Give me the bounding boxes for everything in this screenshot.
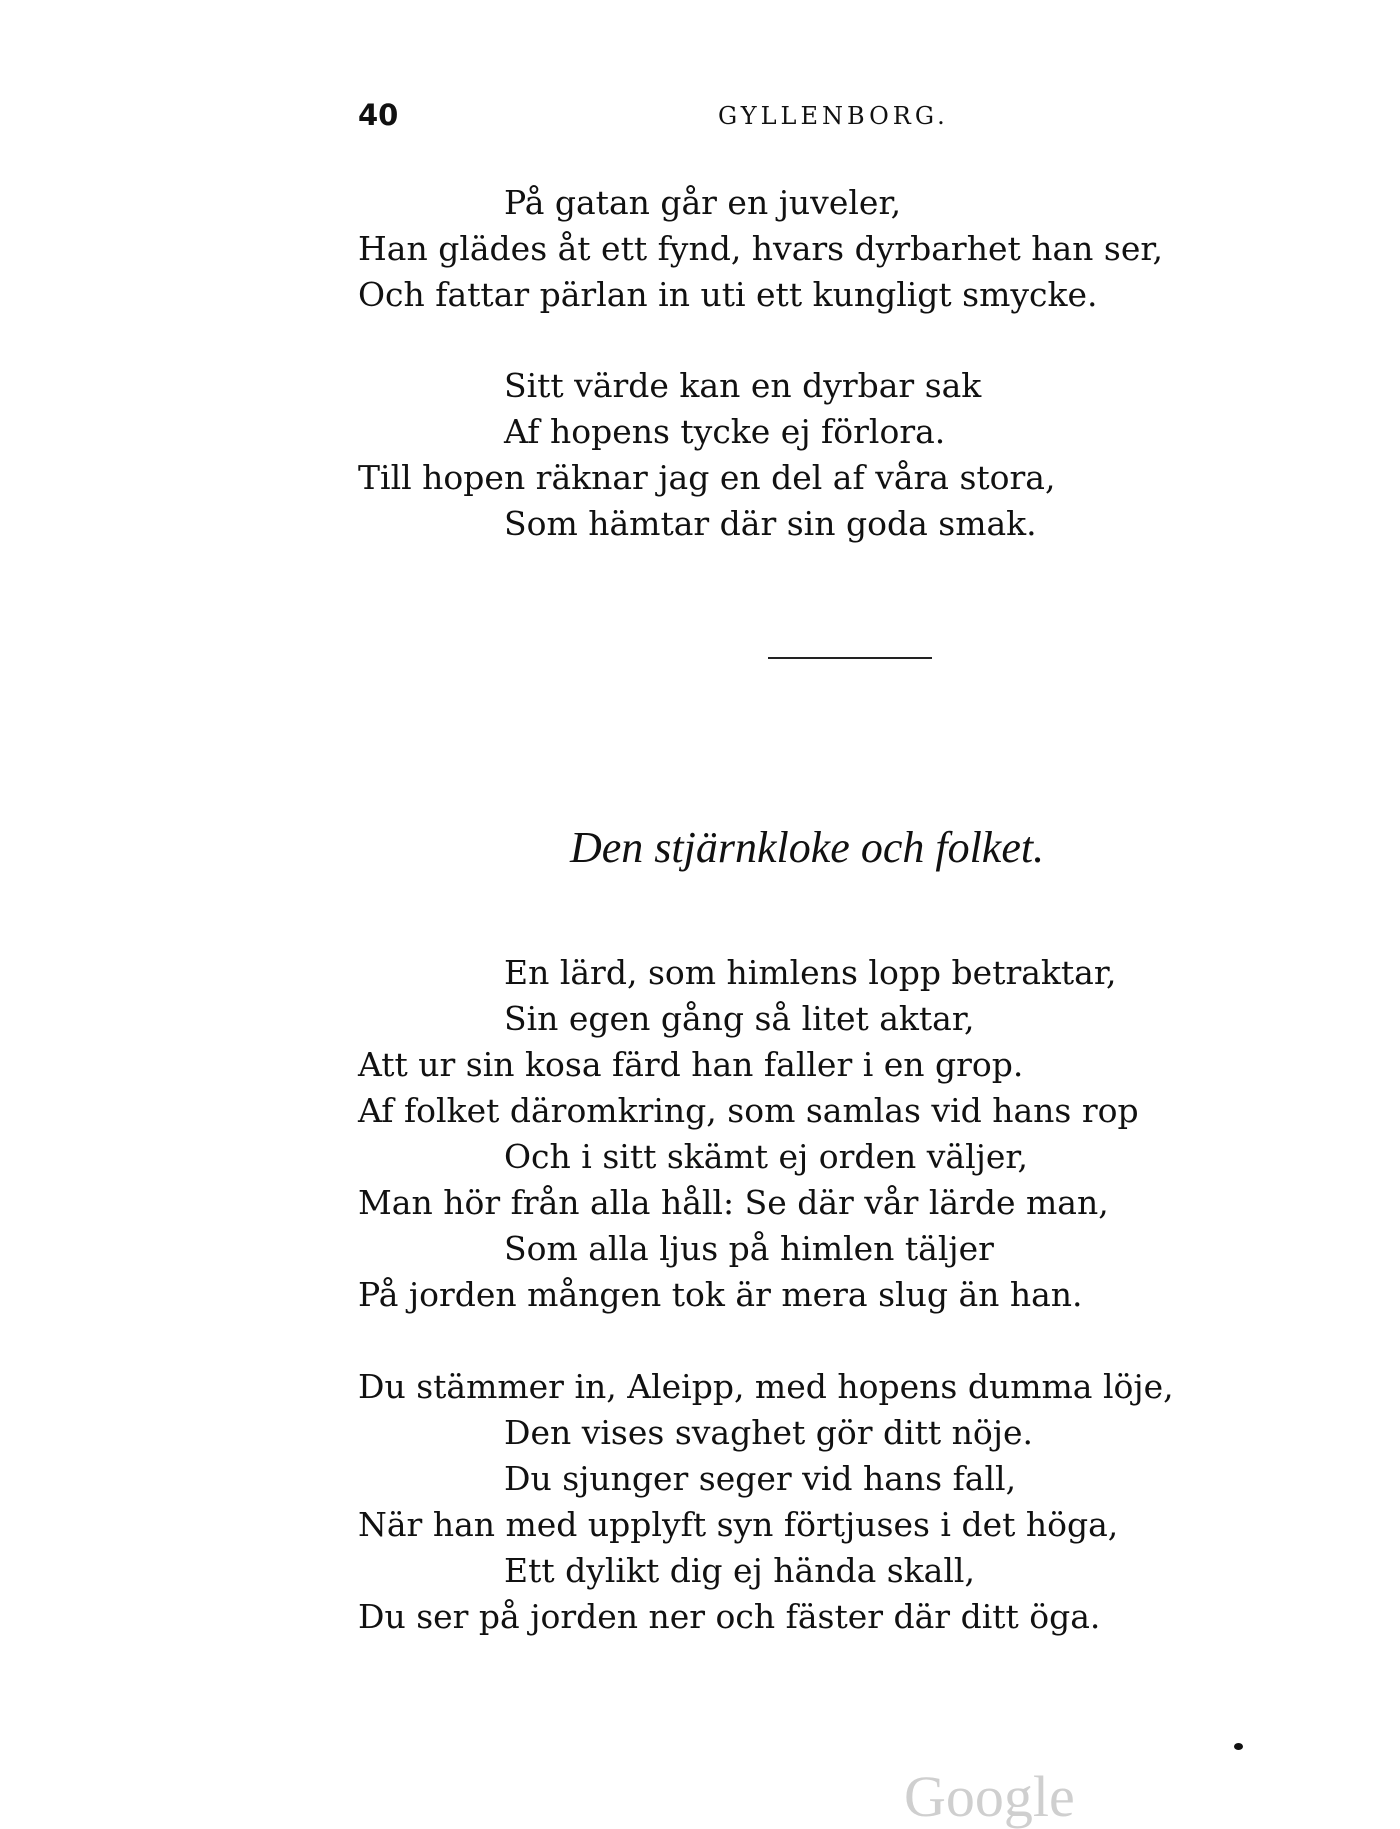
verse-line: Att ur sin kosa färd han faller i en grop.: [358, 1045, 1024, 1084]
verse-line: Sin egen gång så litet aktar,: [504, 999, 975, 1038]
verse-line: Den vises svaghet gör ditt nöje.: [504, 1413, 1034, 1452]
verse-line: En lärd, som himlens lopp betraktar,: [504, 953, 1117, 992]
verse-line: Af hopens tycke ej förlora.: [504, 412, 946, 451]
verse-line: Man hör från alla håll: Se där vår lärde man,: [358, 1183, 1109, 1222]
verse-line: Och i sitt skämt ej orden väljer,: [504, 1137, 1029, 1176]
verse-line: Och fattar pärlan in uti ett kungligt smycke.: [358, 275, 1098, 314]
section-divider: [768, 657, 932, 659]
page-header: [358, 98, 978, 138]
stanza: [358, 950, 1218, 1318]
verse-line: På jorden mången tok är mera slug än han.: [358, 1275, 1083, 1314]
verse-line: Till hopen räknar jag en del af våra stora,: [358, 458, 1056, 497]
verse-line: Du stämmer in, Aleipp, med hopens dumma löje,: [358, 1367, 1174, 1406]
verse-line: Sitt värde kan en dyrbar sak: [504, 366, 982, 405]
verse-line: Som alla ljus på himlen täljer: [504, 1229, 994, 1268]
verse-line: Han glädes åt ett fynd, hvars dyrbarhet han ser,: [358, 229, 1164, 268]
verse-line: Som hämtar där sin goda smak.: [504, 504, 1037, 543]
verse-line: På gatan går en juveler,: [504, 183, 902, 222]
poem-title: Den stjärnkloke och folket.: [570, 823, 1045, 872]
running-head: GYLLENBORG.: [718, 102, 949, 130]
verse-line: Af folket däromkring, som samlas vid hans rop: [358, 1091, 1139, 1130]
stanza: [358, 363, 1218, 547]
verse-line: Du sjunger seger vid hans fall,: [504, 1459, 1017, 1498]
verse-line: Ett dylikt dig ej hända skall,: [504, 1551, 975, 1590]
verse-line: När han med upplyft syn förtjuses i det höga,: [358, 1505, 1119, 1544]
stanza: [358, 1364, 1218, 1640]
stanza: [358, 180, 1218, 318]
verse-line: Du ser på jorden ner och fäster där ditt öga.: [358, 1597, 1101, 1636]
page-number: 40: [358, 98, 399, 132]
watermark-logo: Google: [904, 1764, 1075, 1829]
ink-speck: [1234, 1743, 1243, 1750]
